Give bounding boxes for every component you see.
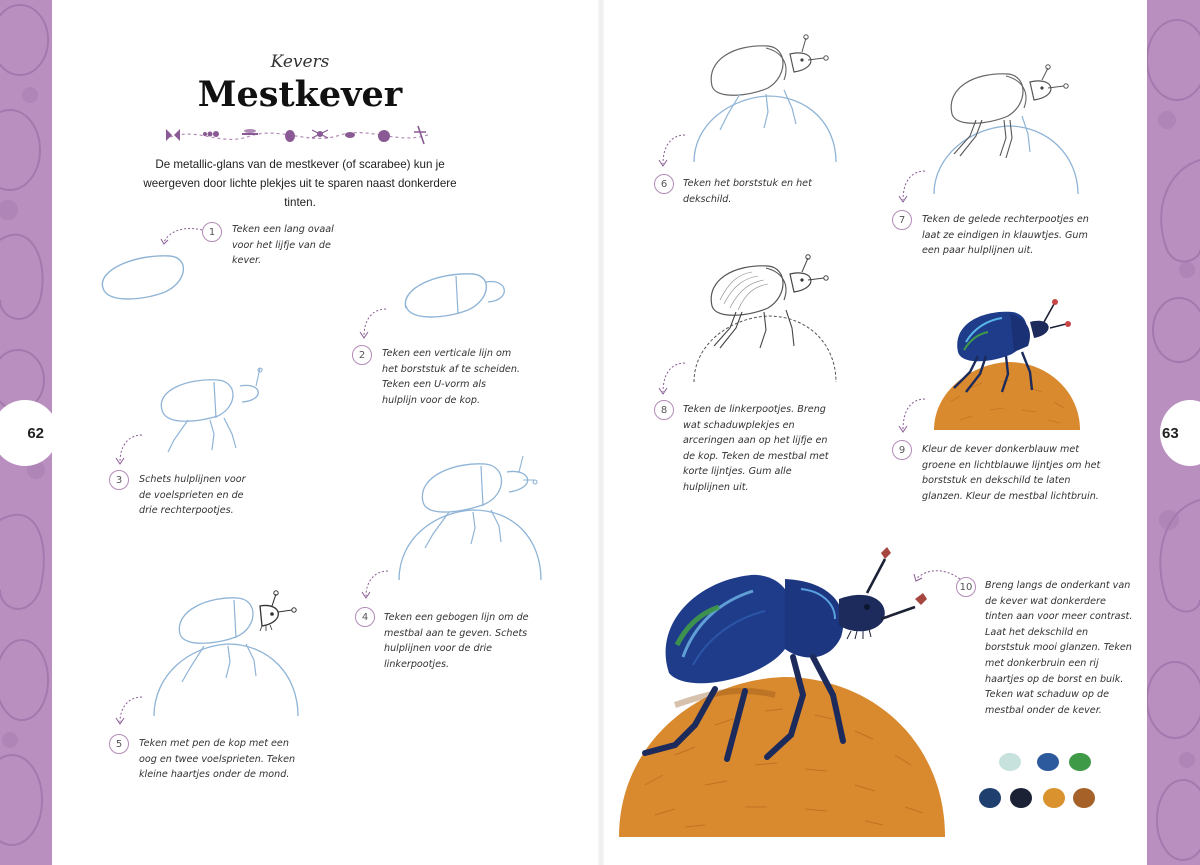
step-number-10: 10 (956, 577, 976, 597)
step-number-5: 5 (109, 734, 129, 754)
intro-text: De metallic-glans van de mestkever (of scarabee) kun je weergeven door lichte plekjes uit te sparen naast donkerdere tinten. (143, 158, 457, 209)
step-text-6: Teken het borststuk en het dekschild. (683, 178, 812, 205)
step1-arrow (160, 222, 205, 247)
step-number-2: 2 (352, 345, 372, 365)
spider-icon (312, 130, 328, 138)
step-text-5: Teken met pen de kop met een oog en twee voelsprieten. Teken kleine haartjes onder de mond. (139, 738, 296, 781)
step6-sketch (690, 30, 840, 165)
step8-arrow (655, 360, 687, 400)
step-number-9: 9 (892, 440, 912, 460)
step6-arrow (655, 132, 687, 172)
step9-colored-beetle (930, 292, 1082, 432)
step-text-2: Teken een verticale lijn om het borststuk af te scheiden. Teken een U-vorm als hulplijn voor de kop. (382, 348, 520, 406)
step2-arrow (358, 306, 388, 346)
step-text-7: Teken de gelede rechterpootjes en laat ze eindigen in klauwtjes. Gum een paar hulplijnen uit. (922, 214, 1089, 257)
step-number-3: 3 (109, 470, 129, 490)
step1-sketch (95, 250, 190, 305)
page-number-left: 62 (0, 400, 58, 466)
swatch-navy (979, 788, 1001, 808)
step7-sketch (930, 62, 1082, 197)
step8-sketch (690, 250, 842, 385)
swatch-dark-navy (1010, 788, 1032, 808)
category-label: Kevers (270, 52, 330, 72)
step-number-1: 1 (202, 222, 222, 242)
beetle-icon (285, 130, 295, 142)
page-number-right: 63 (1160, 400, 1200, 466)
step-text-10: Breng langs de onderkant van de kever wat donkerdere tinten aan voor meer contrast. Laat het dekschild en borststuk mooi glanzen. Teken met donkerbruin een rij haartjes op de borst en buik. Teken wat schaduw op de mestbal onder de kever. (985, 580, 1133, 716)
step3-sketch (148, 360, 273, 455)
ladybug-icon (378, 130, 390, 142)
book-spine (598, 0, 604, 865)
color-swatches (976, 750, 1106, 820)
swatch-green (1069, 753, 1091, 771)
step7-arrow (895, 168, 927, 208)
dragonfly-icon (242, 129, 258, 135)
step4-sketch (395, 452, 545, 582)
step5-arrow (112, 694, 144, 730)
page-title: Mestkever (197, 74, 403, 115)
step5-sketch (150, 590, 302, 720)
butterfly-icon (166, 129, 180, 141)
mantis-icon (414, 126, 426, 144)
step3-arrow (112, 432, 144, 470)
step2-sketch (398, 268, 513, 323)
insect-ornament (160, 122, 440, 150)
swatch-mid-blue (1037, 753, 1059, 771)
step-number-6: 6 (654, 174, 674, 194)
step-text-9: Kleur de kever donkerblauw met groene en lichtblauwe lijntjes om het borststuk en dekschild te laten glanzen. Kleur de mestbal lichtbruin. (922, 444, 1101, 502)
step9-arrow (895, 396, 927, 438)
ant-icon (203, 131, 219, 137)
step-text-4: Teken een gebogen lijn om de mestbal aan te geven. Schets hulplijnen voor de drie linkerpootjes. (384, 612, 529, 670)
step-text-3: Schets hulplijnen voor de voelsprieten en de drie rechterpootjes. (139, 474, 246, 517)
step10-arrow (912, 565, 962, 587)
step-number-7: 7 (892, 210, 912, 230)
step4-arrow (360, 568, 390, 604)
swatch-brown (1073, 788, 1095, 808)
step-number-8: 8 (654, 400, 674, 420)
step-number-4: 4 (355, 607, 375, 627)
final-beetle-illustration (615, 545, 950, 840)
swatch-light-aqua (999, 753, 1021, 771)
bee-icon (345, 132, 355, 138)
step-text-8: Teken de linkerpootjes. Breng wat schaduwplekjes en arceringen aan op het lijfje en de kop. Teken de mestbal met korte lijntjes. Gum alle hulplijnen uit. (683, 404, 829, 493)
swatch-orange (1043, 788, 1065, 808)
step-text-1: Teken een lang ovaal voor het lijfje van de kever. (232, 224, 334, 267)
